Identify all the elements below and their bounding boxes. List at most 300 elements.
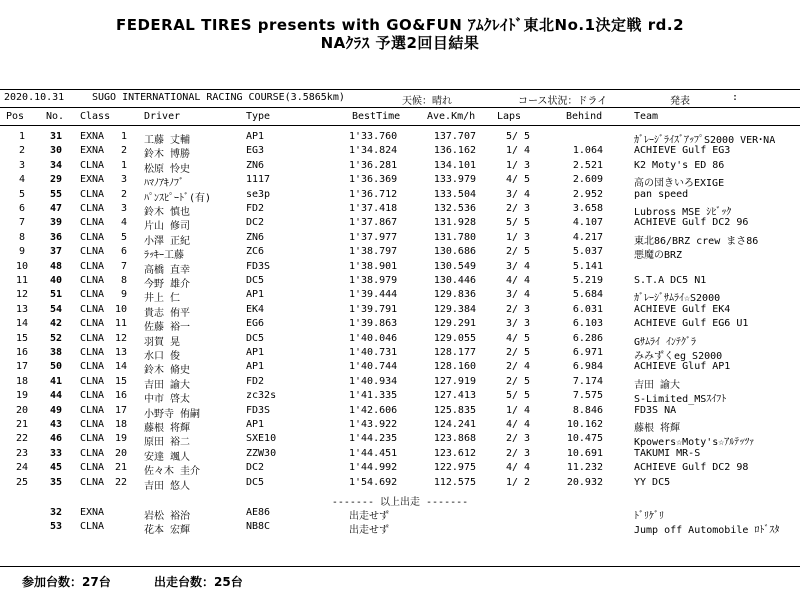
cell-best: 1'40.934: [349, 375, 398, 387]
cell-type: zc32s: [246, 390, 277, 402]
cell-laps: 3/ 4: [506, 260, 531, 272]
cell-cp: 15: [114, 375, 127, 387]
cell-no: 41: [49, 375, 62, 387]
cell-no: 31: [49, 131, 62, 142]
cell-cp: 8: [120, 275, 127, 286]
cell-type: NB8C: [246, 521, 271, 533]
cell-team: 吉田 諭大: [634, 379, 681, 391]
cell-ave: 128.177: [433, 347, 476, 358]
cell-ave: 134.101: [433, 159, 476, 171]
cell-best: 出走せず: [349, 525, 389, 537]
cell-driver: 佐藤 裕一: [144, 322, 191, 334]
cell-behind: 6.103: [572, 318, 603, 330]
cell-type: DC2: [246, 462, 265, 474]
cell-best: 1'36.369: [349, 174, 398, 186]
cell-driver: 今野 雄介: [144, 279, 191, 290]
cell-team: ﾄﾞﾘｹﾞﾘ: [634, 511, 664, 522]
cell-driver: ﾊﾟﾝｽﾋﾟｰﾄﾞ(有): [144, 192, 212, 204]
cell-team: TAKUMI MR-S: [634, 447, 701, 459]
cell-cp: 16: [114, 390, 127, 402]
cell-cls: CLNA: [80, 419, 105, 430]
cell-pos: 18: [15, 375, 29, 387]
started-separator: ------- 以上出走 -------: [331, 497, 469, 508]
cell-ave: 123.612: [433, 447, 476, 459]
page-title: FEDERAL TIRES presents with GO&FUN ｱﾑｸﾚｲﾄﾞ東北No.1決定戦 rd.2: [115, 16, 685, 34]
cell-type: DC5: [246, 275, 265, 286]
result-row: [0, 246, 800, 260]
race-date: 2020.10.31: [4, 92, 65, 103]
cell-laps: 5/ 5: [506, 131, 531, 142]
cell-laps: 4/ 4: [506, 419, 531, 430]
cell-ave: 130.549: [433, 260, 476, 272]
cell-cls: CLNA: [80, 332, 105, 344]
cell-type: ZZW30: [246, 447, 277, 459]
cell-ave: 133.979: [433, 174, 476, 186]
cell-cp: 3: [120, 174, 127, 186]
cell-type: SXE10: [246, 433, 277, 445]
entries-count: 参加台数：27台: [22, 575, 111, 589]
cell-ave: 127.919: [433, 375, 476, 387]
cell-pos: 21: [15, 419, 29, 430]
cell-team: pan speed: [634, 188, 689, 200]
cell-type: EK4: [246, 303, 265, 315]
cell-no: 38: [49, 347, 62, 358]
cell-cls: EXNA: [80, 145, 105, 157]
cell-behind: 4.107: [572, 217, 603, 229]
cell-cls: CLNA: [80, 361, 105, 373]
cell-team: Lubross MSE ｼﾋﾞｯｸ: [634, 207, 732, 218]
cell-behind: 1.064: [572, 145, 603, 157]
course-status: コース状況：ドライ: [518, 96, 608, 107]
cell-behind: 7.575: [572, 390, 603, 402]
cell-cls: CLNA: [80, 347, 105, 358]
cell-best: 1'44.451: [349, 447, 398, 459]
cell-ave: 131.780: [433, 231, 476, 243]
cell-laps: 2/ 5: [506, 347, 531, 358]
cell-behind: 6.971: [572, 347, 603, 358]
cell-cls: EXNA: [80, 507, 105, 518]
cell-team: K2 Moty's ED 86: [634, 159, 725, 171]
cell-cp: 21: [114, 462, 127, 474]
cell-behind: 5.684: [572, 289, 603, 301]
col-team: Team: [634, 111, 659, 122]
dns-row: [0, 521, 800, 535]
cell-cls: CLNA: [80, 203, 105, 214]
col-class: Class: [80, 111, 111, 122]
cell-cp: 19: [114, 433, 127, 445]
cell-type: AE86: [246, 507, 271, 518]
cell-ave: 125.835: [433, 404, 476, 416]
result-row: [0, 462, 800, 476]
cell-no: 43: [49, 419, 62, 430]
cell-cp: 2: [120, 145, 127, 157]
cell-pos: 17: [15, 361, 29, 373]
cell-cls: CLNA: [80, 275, 105, 286]
cell-behind: 2.952: [572, 188, 603, 200]
cell-pos: 20: [15, 404, 29, 416]
cell-best: 出走せず: [349, 511, 389, 522]
cell-pos: 3: [18, 159, 26, 171]
announce-label: 発表: [670, 96, 690, 107]
cell-cls: CLNA: [80, 433, 105, 445]
cell-driver: 貴志 侑平: [144, 307, 191, 319]
cell-pos: 14: [15, 318, 29, 330]
cell-cp: 14: [114, 361, 127, 373]
cell-driver: 鈴木 慎也: [144, 207, 191, 218]
result-row: [0, 160, 800, 174]
result-row: [0, 405, 800, 419]
cell-cp: 6: [120, 246, 127, 258]
cell-type: AP1: [246, 131, 265, 142]
cell-pos: 2: [18, 145, 26, 157]
cell-type: FD2: [246, 375, 265, 387]
col-ave: Ave.Km/h: [427, 111, 476, 122]
starters-count: 出走台数：25台: [154, 575, 243, 589]
cell-cp: 5: [120, 231, 127, 243]
cell-laps: 4/ 4: [506, 275, 531, 286]
col-type: Type: [246, 111, 271, 122]
cell-team: ACHIEVE Gulf EG3: [634, 145, 731, 157]
col-behind: Behind: [566, 111, 603, 122]
cell-pos: 5: [18, 188, 26, 200]
cell-laps: 1/ 3: [506, 159, 531, 171]
cell-team: ACHIEVE Gulf EG6 U1: [634, 318, 749, 330]
cell-no: 52: [49, 332, 62, 344]
cell-pos: 23: [15, 447, 29, 459]
cell-best: 1'40.744: [349, 361, 398, 373]
cell-laps: 2/ 3: [506, 433, 531, 445]
result-row: [0, 419, 800, 433]
cell-cp: 3: [120, 203, 127, 214]
cell-ave: 130.686: [433, 246, 476, 258]
result-row: [0, 433, 800, 447]
cell-type: DC5: [246, 476, 265, 488]
cell-cp: 1: [120, 131, 127, 142]
cell-laps: 3/ 4: [506, 188, 531, 200]
cell-type: FD2: [246, 203, 265, 214]
cell-behind: 2.521: [572, 159, 603, 171]
cell-driver: ﾊﾏﾉｱｷﾉﾌﾞ: [144, 178, 184, 190]
cell-team: Gｻﾑﾗｲ ｲﾝﾃｸﾞﾗ: [634, 336, 697, 348]
cell-no: 50: [49, 361, 62, 373]
result-row: [0, 275, 800, 289]
cell-cp: 1: [120, 159, 127, 171]
cell-best: 1'36.281: [349, 159, 398, 171]
cell-driver: 鈴木 博勝: [144, 149, 191, 161]
cell-driver: 中市 啓太: [144, 394, 191, 406]
cell-cls: CLNA: [80, 318, 105, 330]
course-name: SUGO INTERNATIONAL RACING COURSE(3.5865km): [92, 92, 345, 103]
col-pos: Pos: [6, 111, 25, 122]
cell-cls: CLNA: [80, 521, 105, 533]
cell-cls: CLNA: [80, 231, 105, 243]
cell-ave: 129.836: [433, 289, 476, 301]
cell-cp: 13: [114, 347, 127, 358]
cell-driver: 鈴木 脩史: [144, 365, 191, 377]
cell-cp: 2: [120, 188, 127, 200]
cell-ave: 137.707: [433, 131, 476, 142]
cell-laps: 5/ 5: [506, 217, 531, 229]
cell-driver: 吉田 諭大: [144, 379, 191, 391]
cell-driver: 原田 裕二: [144, 437, 191, 449]
cell-best: 1'33.760: [349, 131, 398, 142]
cell-laps: 3/ 4: [506, 289, 531, 301]
cell-no: 54: [49, 303, 62, 315]
cell-ave: 129.384: [433, 303, 476, 315]
cell-cp: 12: [114, 332, 127, 344]
cell-cls: CLNA: [80, 303, 105, 315]
cell-cp: 20: [114, 447, 127, 459]
result-row: [0, 477, 800, 491]
result-row: [0, 376, 800, 390]
weather: 天候：晴れ: [402, 96, 452, 107]
cell-team: 藤根 将輝: [634, 423, 681, 434]
cell-laps: 2/ 3: [506, 203, 531, 214]
cell-pos: 19: [15, 390, 29, 402]
cell-cls: CLNA: [80, 289, 105, 301]
cell-ave: 130.446: [433, 275, 476, 286]
cell-behind: 20.932: [566, 476, 603, 488]
cell-team: YY DC5: [634, 476, 671, 488]
cell-ave: 124.241: [433, 419, 476, 430]
cell-best: 1'34.824: [349, 145, 398, 157]
cell-pos: 16: [15, 347, 29, 358]
cell-type: EG3: [246, 145, 265, 157]
result-row: [0, 390, 800, 404]
cell-cls: CLNA: [80, 404, 105, 416]
cell-laps: 2/ 5: [506, 246, 531, 258]
cell-driver: 小野寺 侑嗣: [144, 408, 201, 420]
cell-ave: 129.055: [433, 332, 476, 344]
cell-driver: 松原 怜史: [144, 163, 191, 175]
cell-team: S.T.A DC5 N1: [634, 275, 707, 286]
cell-cp: 4: [120, 217, 127, 229]
cell-laps: 1/ 3: [506, 231, 531, 243]
cell-pos: 4: [18, 174, 26, 186]
cell-pos: 11: [15, 275, 29, 286]
cell-team: Jump off Automobile ﾛﾄﾞｽﾀ: [634, 525, 780, 537]
result-row: [0, 289, 800, 303]
cell-team: ACHIEVE Gulf DC2 98: [634, 462, 749, 474]
result-row: [0, 174, 800, 188]
col-laps: Laps: [497, 111, 522, 122]
cell-driver: 高橋 直幸: [144, 264, 191, 276]
cell-driver: 藤根 将輝: [144, 423, 191, 434]
cell-behind: 5.037: [572, 246, 603, 258]
cell-type: EG6: [246, 318, 265, 330]
cell-ave: 123.868: [433, 433, 476, 445]
cell-type: DC2: [246, 217, 265, 229]
cell-behind: 5.141: [572, 260, 603, 272]
cell-no: 39: [49, 217, 62, 229]
cell-laps: 4/ 4: [506, 462, 531, 474]
cell-cls: EXNA: [80, 131, 105, 142]
cell-ave: 133.504: [433, 188, 476, 200]
cell-driver: 岩松 裕治: [144, 511, 191, 522]
cell-no: 37: [49, 246, 62, 258]
cell-pos: 15: [15, 332, 29, 344]
cell-cls: CLNA: [80, 375, 105, 387]
cell-best: 1'38.901: [349, 260, 398, 272]
cell-pos: 1: [18, 131, 26, 142]
cell-driver: 工藤 丈輔: [144, 135, 191, 146]
cell-cls: EXNA: [80, 174, 105, 186]
cell-team: みみずくeg S2000: [634, 351, 723, 362]
cell-cls: CLNA: [80, 217, 105, 229]
cell-best: 1'44.235: [349, 433, 398, 445]
cell-pos: 24: [15, 462, 29, 474]
cell-team: 東北86/BRZ crew まさ86: [634, 235, 759, 247]
cell-team: ｶﾞﾚｰｼﾞﾗｲｽﾞｱｯﾌﾟS2000 VER･NA: [634, 135, 776, 146]
cell-laps: 1/ 2: [506, 476, 531, 488]
cell-cp: 7: [120, 260, 127, 272]
cell-best: 1'39.791: [349, 303, 398, 315]
cell-pos: 9: [18, 246, 26, 258]
cell-team: ｶﾞﾚｰｼﾞｻﾑﾗｲ☆S2000: [634, 293, 721, 305]
result-row: [0, 145, 800, 159]
cell-type: 1117: [246, 174, 271, 186]
cell-type: FD3S: [246, 260, 271, 272]
cell-ave: 136.162: [433, 145, 476, 157]
cell-behind: 6.286: [572, 332, 603, 344]
cell-driver: 水口 俊: [144, 351, 181, 362]
cell-best: 1'38.979: [349, 275, 398, 286]
cell-team: ACHIEVE Gulf EK4: [634, 303, 731, 315]
cell-behind: 10.162: [566, 419, 603, 430]
cell-laps: 4/ 5: [506, 332, 531, 344]
cell-laps: 5/ 5: [506, 390, 531, 402]
cell-no: 35: [49, 476, 62, 488]
cell-cls: CLNA: [80, 260, 105, 272]
cell-behind: 6.984: [572, 361, 603, 373]
cell-best: 1'37.977: [349, 231, 398, 243]
cell-laps: 1/ 4: [506, 145, 531, 157]
cell-type: DC5: [246, 332, 265, 344]
result-row: [0, 304, 800, 318]
cell-cls: CLNA: [80, 462, 105, 474]
cell-team: S-Limited_MSｽｲﾌﾄ: [634, 394, 727, 406]
cell-behind: 11.232: [566, 462, 603, 474]
cell-team: ACHIEVE Gluf AP1: [634, 361, 731, 373]
result-row: [0, 189, 800, 203]
cell-no: 44: [49, 390, 62, 402]
cell-cp: 10: [114, 303, 127, 315]
cell-pos: 22: [15, 433, 29, 445]
cell-cp: 9: [120, 289, 127, 301]
col-besttime: BestTime: [352, 111, 401, 122]
cell-no: 36: [49, 231, 62, 243]
cell-pos: 8: [18, 231, 26, 243]
cell-ave: 131.928: [433, 217, 476, 229]
cell-type: se3p: [246, 188, 271, 200]
cell-no: 49: [49, 404, 62, 416]
cell-cls: CLNA: [80, 476, 105, 488]
cell-cls: CLNA: [80, 188, 105, 200]
result-row: [0, 217, 800, 231]
cell-laps: 4/ 5: [506, 174, 531, 186]
cell-driver: 片山 修司: [144, 221, 191, 233]
cell-behind: 7.174: [572, 375, 603, 387]
cell-no: 47: [49, 203, 62, 214]
dns-row: [0, 507, 800, 521]
cell-pos: 13: [15, 303, 29, 315]
result-row: [0, 131, 800, 145]
cell-behind: 5.219: [572, 275, 603, 286]
cell-pos: 6: [18, 203, 26, 214]
cell-type: FD3S: [246, 404, 271, 416]
cell-laps: 2/ 4: [506, 361, 531, 373]
cell-driver: 佐々木 圭介: [144, 466, 201, 478]
cell-best: 1'43.922: [349, 419, 398, 430]
cell-pos: 10: [15, 260, 29, 272]
cell-cls: CLNA: [80, 447, 105, 459]
cell-best: 1'40.731: [349, 347, 398, 358]
cell-behind: 8.846: [572, 404, 603, 416]
cell-team: 悪魔のBRZ: [634, 250, 683, 262]
cell-ave: 129.291: [433, 318, 476, 330]
cell-best: 1'40.046: [349, 332, 398, 344]
cell-best: 1'36.712: [349, 188, 398, 200]
cell-laps: 2/ 3: [506, 303, 531, 315]
cell-cls: CLNA: [80, 246, 105, 258]
cell-no: 45: [49, 462, 62, 474]
cell-best: 1'54.692: [349, 476, 398, 488]
cell-no: 32: [49, 507, 62, 518]
cell-best: 1'39.444: [349, 289, 398, 301]
page-subtitle: NAｸﾗｽ 予選2回目結果: [320, 34, 480, 52]
cell-cp: 22: [114, 476, 127, 488]
cell-no: 29: [49, 174, 62, 186]
cell-no: 33: [49, 447, 62, 459]
cell-best: 1'38.797: [349, 246, 398, 258]
cell-type: AP1: [246, 289, 265, 301]
cell-no: 48: [49, 260, 62, 272]
cell-behind: 10.691: [566, 447, 603, 459]
cell-pos: 12: [15, 289, 29, 301]
cell-driver: 安達 颯人: [144, 451, 191, 463]
col-driver: Driver: [144, 111, 181, 122]
cell-behind: 10.475: [566, 433, 603, 445]
cell-driver: 吉田 悠人: [144, 480, 191, 492]
cell-behind: 6.031: [572, 303, 603, 315]
header-bottom-rule: [0, 125, 800, 126]
cell-type: AP1: [246, 361, 265, 373]
cell-no: 42: [49, 318, 62, 330]
cell-best: 1'44.992: [349, 462, 398, 474]
cell-best: 1'37.418: [349, 203, 398, 214]
cell-driver: ﾗｯｷｰ工藤: [144, 250, 184, 262]
result-row: [0, 261, 800, 275]
cell-laps: 1/ 4: [506, 404, 531, 416]
cell-no: 53: [49, 521, 62, 533]
top-rule: [0, 89, 800, 90]
cell-ave: 132.536: [433, 203, 476, 214]
cell-team: FD3S NA: [634, 404, 677, 416]
cell-no: 51: [49, 289, 62, 301]
cell-pos: 7: [18, 217, 26, 229]
cell-laps: 2/ 5: [506, 375, 531, 387]
cell-driver: 羽賀 晃: [144, 336, 181, 348]
announce-time: :: [732, 92, 739, 103]
cell-no: 30: [49, 145, 62, 157]
cell-behind: 2.609: [572, 174, 603, 186]
cell-team: Kpowers☆Moty's☆ｱﾙﾃｯﾂｧ: [634, 437, 755, 449]
cell-cp: 11: [114, 318, 127, 330]
cell-pos: 25: [15, 476, 29, 488]
cell-laps: 3/ 3: [506, 318, 531, 330]
cell-type: AP1: [246, 419, 265, 430]
cell-cls: CLNA: [80, 390, 105, 402]
